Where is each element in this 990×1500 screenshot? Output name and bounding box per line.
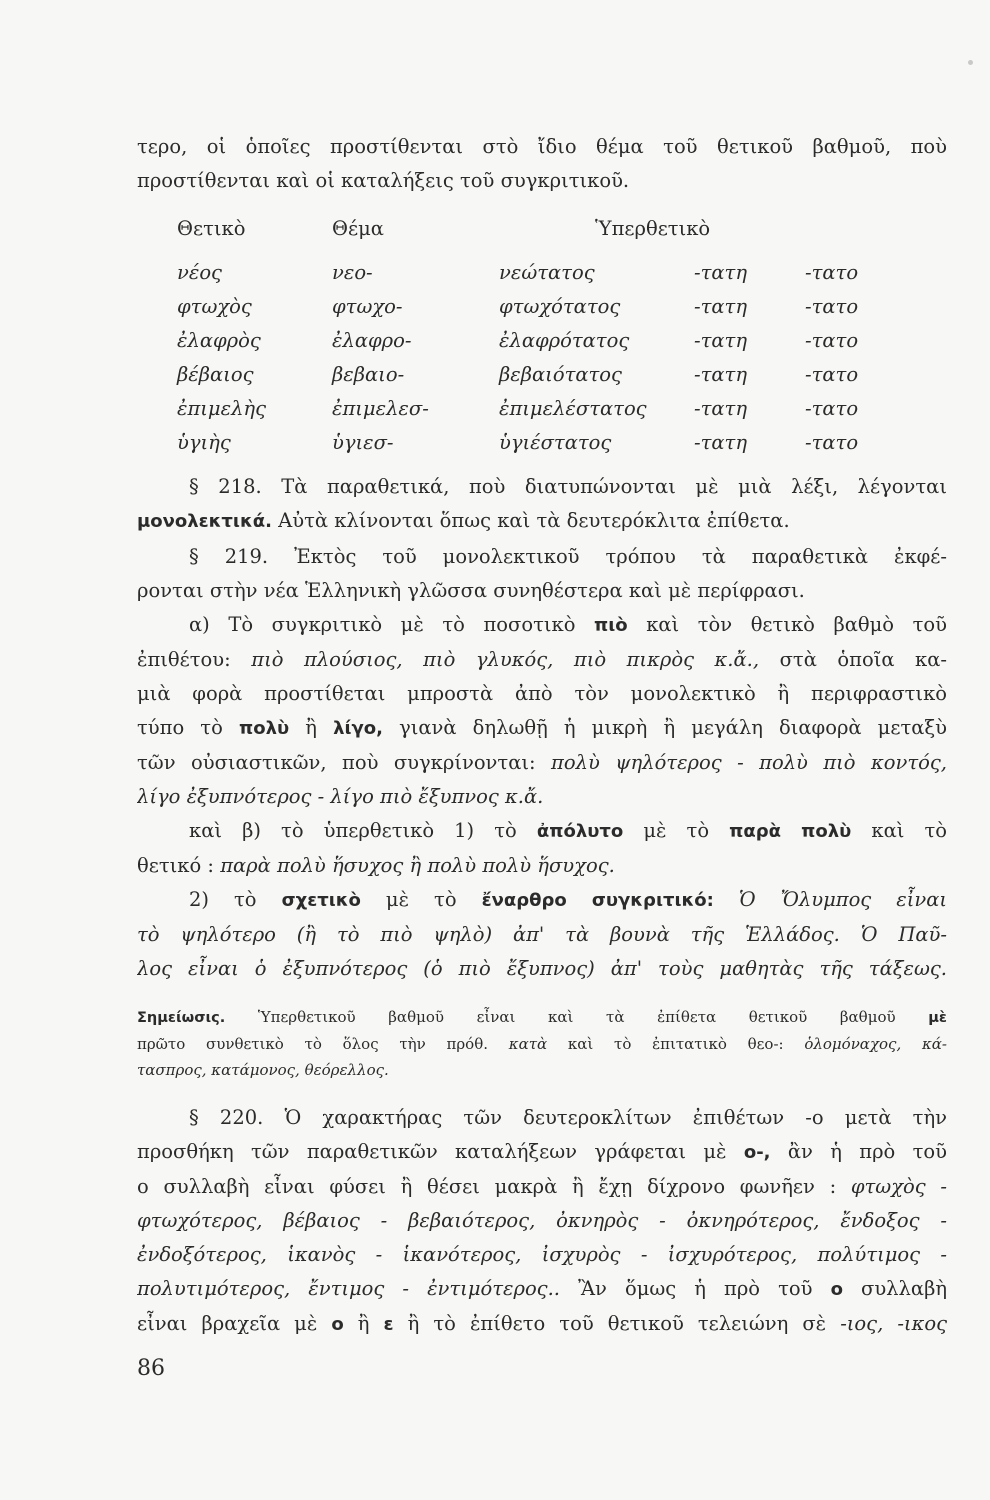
table-cell: -τατη (694, 397, 748, 420)
text-line (137, 504, 947, 539)
text-line: § 218. Τὰ παραθετικά, ποὺ διατυπώνονται μὲ μιὰ λέξι, λέγονται (189, 475, 947, 498)
table-row (137, 256, 897, 290)
italic-span: πολυτιμότερος, ἔντιμος - ἐντιμότερος.. (137, 1277, 561, 1300)
text-line (137, 746, 947, 780)
italic-span: παρὰ πολὺ ἥσυχος ἢ πολὺ πολὺ ἥσυχος. (220, 854, 615, 877)
table-header-row (137, 212, 897, 246)
text-line: § 219. Ἐκτὸς τοῦ μονολεκτικοῦ τρόπου τὰ παραθετικὰ ἐκφέ- (189, 545, 947, 568)
text-line: μιὰ φορὰ προστίθεται μπροστὰ ἀπὸ τὸν μονολεκτικὸ ἢ περιφραστικὸ (137, 682, 947, 705)
table-cell: -τατη (694, 431, 748, 454)
bold-term: σχετικὸ (281, 890, 361, 911)
text-span: τῶν οὐσιαστικῶν, ποὺ συγκρίνονται: (137, 751, 536, 774)
table-cell: ἐπιμελέστατος (499, 397, 647, 420)
text-span: ἢ τὸ ἐπίθετο τοῦ θετικοῦ τελειώνη σὲ (407, 1312, 827, 1335)
text-line (137, 814, 947, 849)
section-218 (137, 470, 947, 539)
page-number: 86 (137, 1356, 165, 1381)
section-219 (137, 540, 947, 986)
table-cell: -τατο (805, 329, 859, 352)
table-cell: φτωχο- (332, 295, 403, 318)
text-line: προστίθενται καὶ οἱ καταλήξεις τοῦ συγκριτικοῦ. (137, 169, 630, 192)
text-line (137, 883, 947, 918)
bold-term: πιὸ (594, 615, 628, 636)
text-span: Ὑπερθετικοῦ βαθμοῦ εἶναι καὶ τὰ ἐπίθετα θετικοῦ βαθμοῦ (257, 1008, 896, 1026)
text-span: πρῶτο συνθετικὸ τὸ ὅλος τὴν πρόθ. (137, 1035, 488, 1053)
table-cell: ὑγιεσ- (332, 431, 394, 454)
table-cell: ἐπιμελὴς (177, 397, 267, 420)
table-row (137, 392, 897, 426)
text-span: συλλαβὴ (861, 1277, 947, 1300)
table-row (137, 426, 897, 460)
italic-span: λος εἶναι ὁ ἐξυπνότερος (ὁ πιὸ ἔξυπνος) ἀπ' τοὺς μαθητὰς τῆς τάξεως. (137, 957, 947, 980)
italic-span: λίγο ἐξυπνότερος - λίγο πιὸ ἔξυπνος κ.ἄ. (137, 785, 544, 808)
text-line (137, 608, 947, 643)
italic-span: -ιος, -ικος (840, 1312, 947, 1335)
table-cell: -τατη (694, 363, 748, 386)
superlative-table (137, 212, 897, 460)
text-span: προσθήκη τῶν παραθετικῶν καταλήξεων γράφεται μὲ (137, 1140, 727, 1163)
italic-span: φτωχὸς - (850, 1175, 947, 1198)
bold-term: ε (383, 1314, 394, 1335)
text-span: ἢ (305, 716, 317, 739)
table-cell: -τατο (805, 363, 859, 386)
table-header: Θετικὸ (177, 217, 246, 240)
text-line (137, 711, 947, 746)
text-span: 2) τὸ (189, 888, 257, 911)
table-row (137, 324, 897, 358)
table-cell: ὑγιέστατος (499, 431, 612, 454)
text-line (137, 1031, 947, 1057)
table-header: Θέμα (332, 217, 384, 240)
text-span: καὶ τὸν θετικὸ βαθμὸ τοῦ (646, 613, 947, 636)
table-cell: -τατο (805, 295, 859, 318)
text-line (137, 780, 947, 814)
italic-span: πολὺ ψηλότερος - πολὺ πιὸ κοντός, (551, 751, 947, 774)
text-line (137, 952, 947, 986)
italic-span: κατὰ (508, 1035, 548, 1053)
text-span: καὶ τὸ ἐπιτατικὸ θεο-: (567, 1035, 784, 1053)
text-span: τύπο τὸ (137, 716, 223, 739)
table-cell: -τατη (694, 329, 748, 352)
italic-span: φτωχότερος, βέβαιος - βεβαιότερος, ὀκνηρὸς - ὀκνηρότερος, ἔνδοξος - (137, 1209, 947, 1232)
italic-span: Ὁ Ὄλυμπος εἶναι (738, 888, 947, 911)
bold-term: ἀπόλυτο (536, 821, 624, 842)
table-cell: ἐλαφρὸς (177, 329, 261, 352)
table-cell: νεώτατος (499, 261, 595, 284)
text-span: μὲ τὸ (385, 888, 457, 911)
text-span: καὶ β) τὸ ὑπερθετικὸ 1) τὸ (189, 819, 517, 842)
table-cell: ἐπιμελεσ- (332, 397, 429, 420)
bold-term: Σημείωσις. (137, 1010, 226, 1026)
table-row (137, 290, 897, 324)
bold-term: ο-, (743, 1142, 771, 1163)
text-line (137, 1170, 947, 1204)
speck-mark (968, 60, 973, 65)
text-line (137, 1238, 947, 1272)
bold-term: πολὺ (238, 718, 290, 739)
table-cell: νεο- (332, 261, 373, 284)
bold-term: ο (830, 1279, 843, 1300)
text-line (137, 1135, 947, 1170)
italic-span: πιὸ πλούσιος, πιὸ γλυκός, πιὸ πικρὸς κ.ἄ., (251, 648, 760, 671)
text-span: ἐπιθέτου: (137, 648, 231, 671)
text-span: ο συλλαβὴ εἶναι φύσει ἢ θέσει μακρὰ ἢ ἔχῃ δίχρονο φωνῆεν : (137, 1175, 837, 1198)
bold-term: μὲ (928, 1010, 947, 1026)
text-line: § 220. Ὁ χαρακτήρας τῶν δευτεροκλίτων ἐπιθέτων -ο μετὰ τὴν (189, 1106, 947, 1129)
table-cell: ἐλαφρότατος (499, 329, 630, 352)
table-cell: νέος (177, 261, 222, 284)
italic-span: τὸ ψηλότερο (ἢ τὸ πιὸ ψηλὸ) ἀπ' τὰ βουνὰ τῆς Ἑλλάδος. Ὁ Παῦ- (137, 923, 947, 946)
table-cell: ὑγιὴς (177, 431, 231, 454)
text-span: Ἂν ὅμως ἡ πρὸ τοῦ (578, 1277, 813, 1300)
text-line: τερο, οἱ ὁποῖες προστίθενται στὸ ἴδιο θέμα τοῦ θετικοῦ βαθμοῦ, ποὺ (137, 135, 947, 158)
text-line (137, 918, 947, 952)
bold-term: ἔναρθρο συγκριτικό: (481, 890, 714, 911)
table-cell: ἐλαφρο- (332, 329, 412, 352)
bold-term: μονολεκτικά. (137, 511, 272, 532)
text-span: Αὐτὰ κλίνονται ὅπως καὶ τὰ δευτερόκλιτα ἐπίθετα. (278, 509, 790, 532)
bold-term: παρὰ πολὺ (729, 821, 852, 842)
table-cell: βεβαιότατος (499, 363, 622, 386)
table-cell: -τατη (694, 261, 748, 284)
italic-span: ἐνδοξότερος, ἱκανὸς - ἱκανότερος, ἰσχυρὸς - ἰσχυρότερος, πολύτιμος - (137, 1243, 947, 1266)
text-span: καὶ τὸ (871, 819, 947, 842)
text-span: α) Τὸ συγκριτικὸ μὲ τὸ ποσοτικὸ (189, 613, 576, 636)
table-cell: -τατο (805, 261, 859, 284)
text-line (137, 1272, 947, 1307)
table-cell: βέβαιος (177, 363, 254, 386)
intro-paragraph (137, 130, 947, 198)
note-block (137, 1004, 947, 1083)
italic-span: τασπρος, κατάμονος, θεόρελλος. (137, 1061, 389, 1079)
bold-term: ο (331, 1314, 344, 1335)
text-line (137, 1307, 947, 1342)
text-span: γιανὰ δηλωθῇ ἡ μικρὴ ἢ μεγάλη διαφορὰ μεταξὺ (399, 716, 947, 739)
text-span: ἢ (357, 1312, 370, 1335)
section-220 (137, 1101, 947, 1342)
bold-term: λίγο, (333, 718, 383, 739)
text-span: θετικό : (137, 854, 214, 877)
text-line: ρονται στὴν νέα Ἑλληνικὴ γλῶσσα συνηθέστερα καὶ μὲ περίφρασι. (137, 579, 805, 602)
text-span: ἂν ἡ πρὸ τοῦ (787, 1140, 947, 1163)
text-span: στὰ ὁποῖα κα- (779, 648, 947, 671)
text-span: εἶναι βραχεῖα μὲ (137, 1312, 318, 1335)
table-cell: φτωχότατος (499, 295, 621, 318)
text-line (137, 1004, 947, 1031)
table-cell: φτωχὸς (177, 295, 252, 318)
table-cell: -τατο (805, 397, 859, 420)
text-span: μὲ τὸ (643, 819, 710, 842)
table-cell: βεβαιο- (332, 363, 405, 386)
text-line (137, 849, 947, 883)
text-line (137, 643, 947, 677)
table-cell: -τατη (694, 295, 748, 318)
italic-span: ὁλομόναχος, κά- (804, 1035, 947, 1053)
text-line (137, 1204, 947, 1238)
table-row (137, 358, 897, 392)
table-cell: -τατο (805, 431, 859, 454)
table-header: Ὑπερθετικὸ (595, 217, 711, 240)
text-line (137, 1057, 947, 1083)
